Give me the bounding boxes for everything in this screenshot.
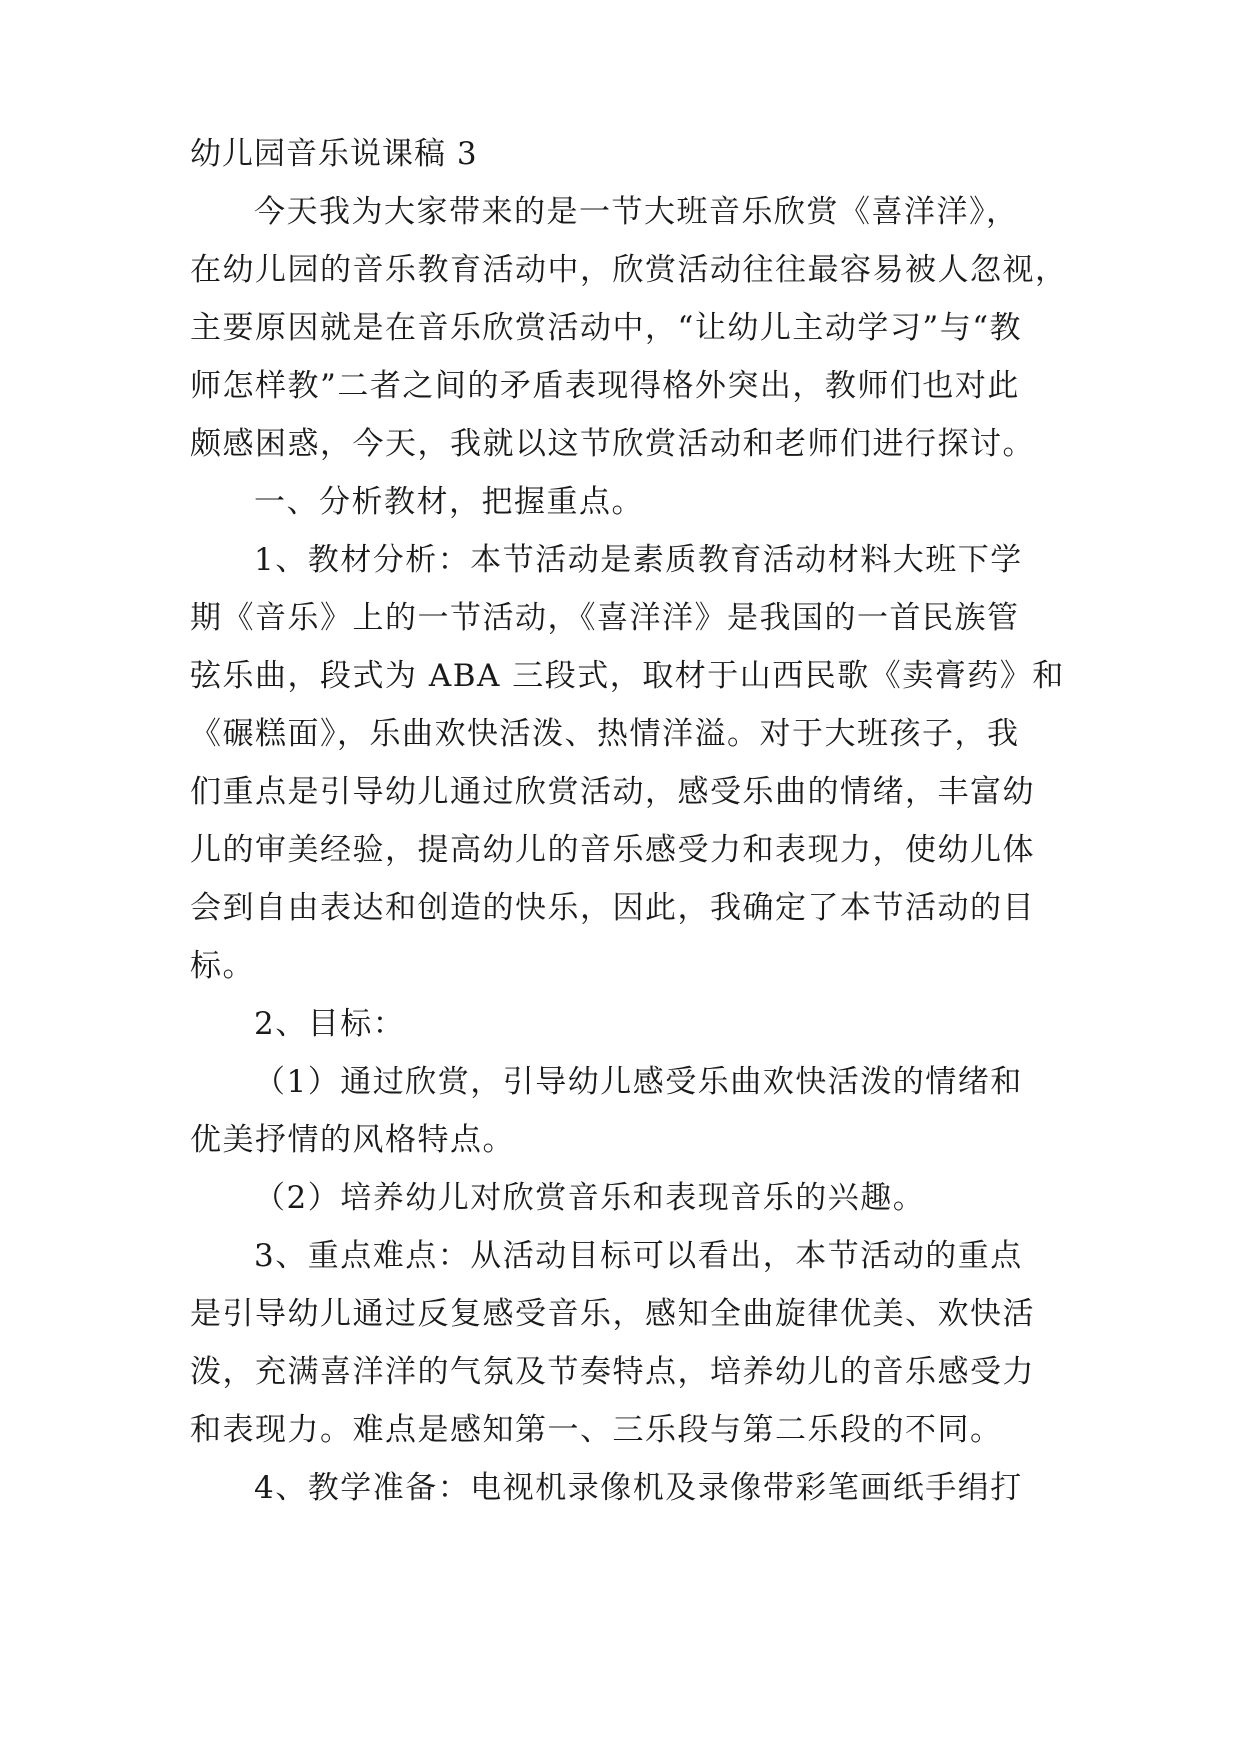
paragraph-line: 颇感困惑，今天，我就以这节欣赏活动和老师们进行探讨。 — [190, 426, 1035, 462]
section-heading: 2、目标： — [254, 1006, 406, 1042]
paragraph-line: 优美抒情的风格特点。 — [190, 1122, 515, 1158]
paragraph-line: 《碾糕面》，乐曲欢快活泼、热情洋溢。对于大班孩子，我 — [190, 716, 1020, 752]
paragraph-line: 在幼儿园的音乐教育活动中，欣赏活动往往最容易被人忽视， — [190, 252, 1068, 288]
paragraph-line: 泼，充满喜洋洋的气氛及节奏特点，培养幼儿的音乐感受力 — [190, 1354, 1035, 1390]
paragraph-line: 3、重点难点：从活动目标可以看出，本节活动的重点 — [254, 1238, 1023, 1274]
paragraph-line: 会到自由表达和创造的快乐，因此，我确定了本节活动的目 — [190, 890, 1035, 926]
list-item: （1）通过欣赏，引导幼儿感受乐曲欢快活泼的情绪和 — [254, 1064, 1023, 1100]
document-title: 幼儿园音乐说课稿 3 — [190, 136, 478, 172]
paragraph-line: 弦乐曲，段式为 ABA 三段式，取材于山西民歌《卖膏药》和 — [190, 658, 1065, 694]
paragraph-line: 和表现力。难点是感知第一、三乐段与第二乐段的不同。 — [190, 1412, 1003, 1448]
paragraph-line: 今天我为大家带来的是一节大班音乐欣赏《喜洋洋》， — [254, 194, 1019, 230]
paragraph-line: 是引导幼儿通过反复感受音乐，感知全曲旋律优美、欢快活 — [190, 1296, 1035, 1332]
paragraph-line: 们重点是引导幼儿通过欣赏活动，感受乐曲的情绪，丰富幼 — [190, 774, 1035, 810]
section-heading: 一、分析教材，把握重点。 — [254, 484, 644, 520]
paragraph-line: 儿的审美经验，提高幼儿的音乐感受力和表现力，使幼儿体 — [190, 832, 1035, 868]
paragraph-line: 期《音乐》上的一节活动，《喜洋洋》是我国的一首民族管 — [190, 600, 1020, 636]
paragraph-line: 师怎样教”二者之间的矛盾表现得格外突出，教师们也对此 — [190, 368, 1020, 404]
paragraph-line: 主要原因就是在音乐欣赏活动中，“让幼儿主动学习”与“教 — [190, 310, 1023, 346]
list-item: （2）培养幼儿对欣赏音乐和表现音乐的兴趣。 — [254, 1180, 926, 1216]
paragraph-line: 标。 — [190, 948, 255, 984]
paragraph-line: 4、教学准备：电视机录像机及录像带彩笔画纸手绢打 — [254, 1470, 1023, 1506]
paragraph-line: 1、教材分析：本节活动是素质教育活动材料大班下学 — [254, 542, 1023, 578]
